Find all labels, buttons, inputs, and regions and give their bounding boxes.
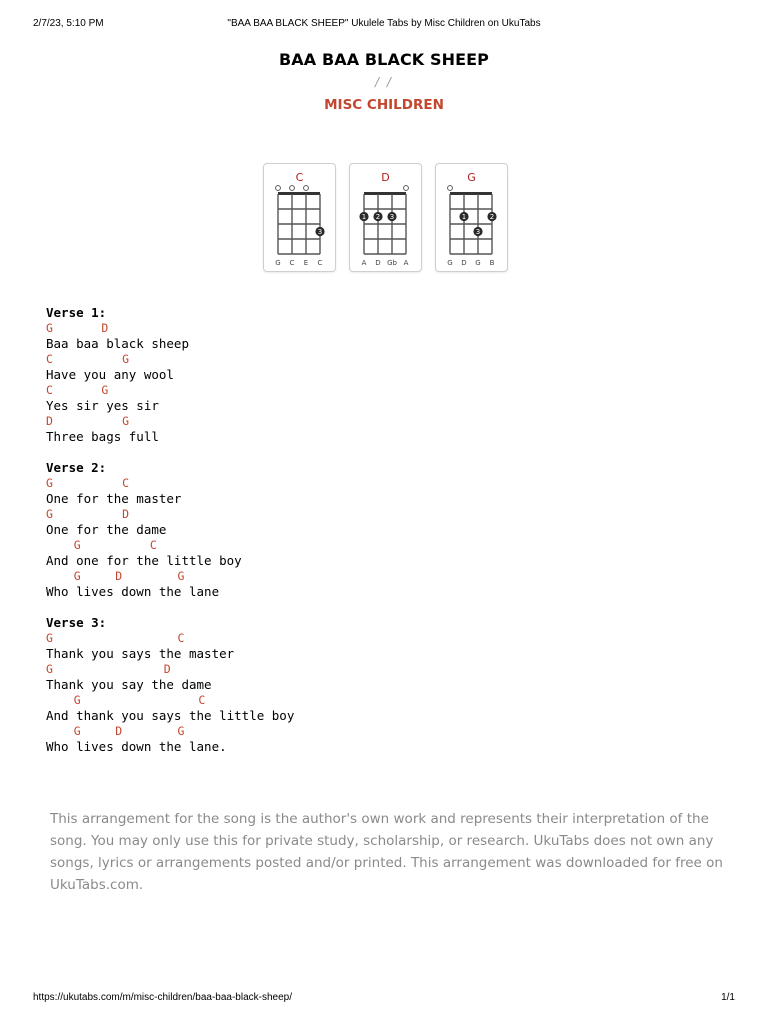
- lyric-line: Who lives down the lane.: [46, 739, 227, 754]
- spacer: [46, 600, 726, 616]
- print-url: https://ukutabs.com/m/misc-children/baa-baa-black-sheep/: [33, 992, 293, 1003]
- chord-line: G D: [46, 661, 171, 676]
- chord-line: G D: [46, 320, 109, 335]
- spacer: [46, 445, 726, 461]
- finger-number: 2: [489, 213, 495, 222]
- chord-card-g[interactable]: [435, 163, 508, 272]
- string-name: G: [475, 259, 481, 267]
- chord-line: G D: [46, 506, 130, 521]
- title-separator: / /: [375, 75, 393, 89]
- chord-line: G C: [46, 475, 130, 490]
- string-name: D: [375, 259, 381, 267]
- chord-line: G D G: [46, 568, 185, 583]
- open-string-marker: [304, 186, 309, 191]
- finger-number: 3: [389, 213, 395, 222]
- lyric-line: Yes sir yes sir: [46, 398, 159, 413]
- disclaimer-text: This arrangement for the song is the author's own work and represents their interpretation of the song. You may only use this for private study, scholarship, or research. UkuTabs does not own any songs, lyrics or arrangements posted and/or printed. This arrangement was downloaded for free on UkuTabs.com.: [50, 811, 723, 893]
- lyric-line: Three bags full: [46, 429, 159, 444]
- fretboard-nut: [450, 192, 492, 195]
- lyric-line: One for the dame: [46, 522, 167, 537]
- chord-card-d[interactable]: [349, 163, 422, 272]
- chord-diagrams: [263, 163, 508, 273]
- string-name: A: [361, 259, 367, 267]
- finger-number: 1: [361, 213, 367, 222]
- lyric-line: And thank you says the little boy: [46, 708, 295, 723]
- open-string-marker: [404, 186, 409, 191]
- string-name: G: [447, 259, 453, 267]
- chord-diagram-d: [350, 164, 423, 273]
- fretboard-nut: [364, 192, 406, 195]
- chord-line: G C: [46, 692, 206, 707]
- section-heading: Verse 1:: [46, 305, 107, 320]
- lyric-line: Thank you say the dame: [46, 677, 212, 692]
- section-heading: Verse 2:: [46, 460, 107, 475]
- finger-number: 3: [317, 228, 323, 237]
- finger-number: 3: [475, 228, 481, 237]
- string-name: D: [461, 259, 467, 267]
- chord-line: C G: [46, 351, 130, 366]
- chord-line: G C: [46, 537, 157, 552]
- print-header: [33, 18, 735, 32]
- open-string-marker: [276, 186, 281, 191]
- chord-name: C: [295, 171, 304, 184]
- string-name: B: [489, 259, 495, 267]
- open-string-marker: [448, 186, 453, 191]
- finger-number: 2: [375, 213, 381, 222]
- section-heading: Verse 3:: [46, 615, 107, 630]
- string-name: C: [317, 259, 323, 267]
- lyric-line: One for the master: [46, 491, 182, 506]
- song-title: BAA BAA BLACK SHEEP: [279, 50, 489, 69]
- chord-line: G C: [46, 630, 185, 645]
- open-string-marker: [290, 186, 295, 191]
- lyric-line: And one for the little boy: [46, 553, 242, 568]
- tab-body: [46, 305, 726, 755]
- finger-number: 1: [461, 213, 467, 222]
- string-name: E: [303, 259, 309, 267]
- fretboard-nut: [278, 192, 320, 195]
- chord-diagram-c: [264, 164, 337, 273]
- string-name: Gb: [387, 259, 397, 267]
- print-page-title: "BAA BAA BLACK SHEEP" Ukulele Tabs by Misc Children on UkuTabs: [227, 18, 541, 29]
- lyric-line: Who lives down the lane: [46, 584, 220, 599]
- chord-name: G: [467, 171, 476, 184]
- string-name: A: [403, 259, 409, 267]
- chord-line: G D G: [46, 723, 185, 738]
- print-page-number: 1/1: [721, 992, 735, 1003]
- chord-line: C G: [46, 382, 109, 397]
- chord-card-c[interactable]: [263, 163, 336, 272]
- chord-line: D G: [46, 413, 130, 428]
- chord-name: D: [381, 171, 390, 184]
- lyric-line: Baa baa black sheep: [46, 336, 189, 351]
- print-datetime: 2/7/23, 5:10 PM: [33, 18, 104, 29]
- artist-link[interactable]: MISC CHILDREN: [324, 97, 444, 113]
- print-footer: [33, 992, 735, 1006]
- string-name: G: [275, 259, 281, 267]
- string-name: C: [289, 259, 295, 267]
- chord-diagram-g: [436, 164, 509, 273]
- lyric-line: Thank you says the master: [46, 646, 235, 661]
- lyric-line: Have you any wool: [46, 367, 174, 382]
